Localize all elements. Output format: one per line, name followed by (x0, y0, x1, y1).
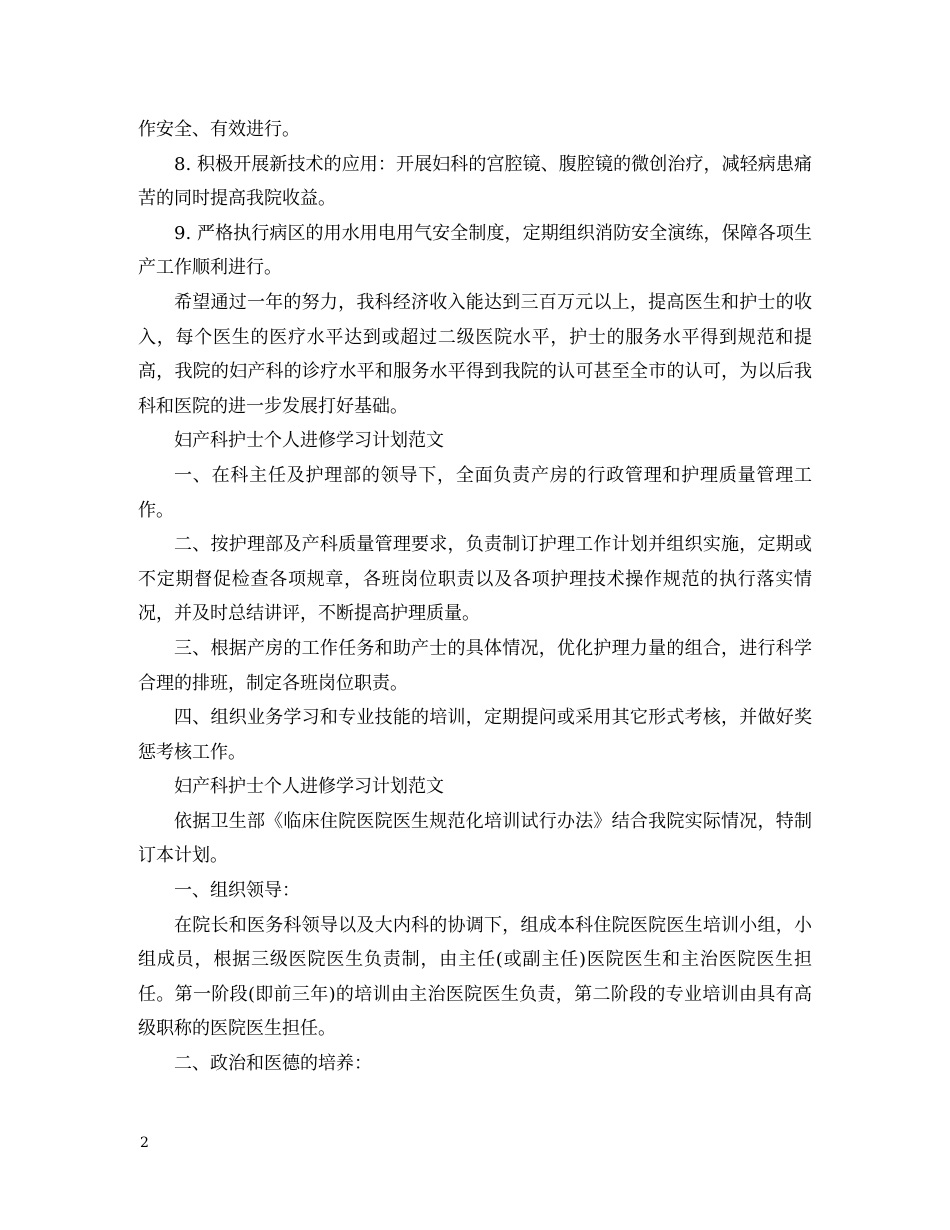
paragraph-goal-summary: 希望通过一年的努力，我科经济收入能达到三百万元以上，提高医生和护士的收入，每个医生的医疗水平达到或超过二级医院水平，护士的服务水平得到规范和提高，我院的妇产科的诊疗水平和服务水平得到我院的认可甚至全市的认可，为以后我科和医院的进一步发展打好基础。 (138, 291, 812, 417)
paragraph-continuation: 作安全、有效进行。 (138, 119, 300, 140)
subheading-organization: 一、组织领导： (174, 880, 300, 902)
paragraph-organization: 在院长和医务科领导以及大内科的协调下，组成本科住院医院医生培训小组，小组成员，根据三级医院医生负责制，由主任(或副主任)医院医生和主治医院医生担任。第一阶段(即前三年)的培训由主治医院医生负责，第二阶段的专业培训由具有高级职称的医院医生担任。 (138, 914, 812, 1040)
paragraph-basis: 依据卫生部《临床住院医院医生规范化培训试行办法》结合我院实际情况，特制订本计划。 (138, 810, 812, 867)
paragraph-item-9: 9. 严格执行病区的用水用电用气安全制度，定期组织消防安全演练，保障各项生产工作顺利进行。 (138, 222, 812, 279)
paragraph-item-8: 8. 积极开展新技术的应用：开展妇科的宫腔镜、腹腔镜的微创治疗，减轻病患痛苦的同时提高我院收益。 (138, 153, 812, 210)
paragraph-duty-2: 二、按护理部及产科质量管理要求，负责制订护理工作计划并组织实施，定期或不定期督促检查各项规章，各班岗位职责以及各项护理技术操作规范的执行落实情况，并及时总结讲评，不断提高护理质量。 (138, 534, 812, 625)
section-heading-plan-2: 妇产科护士个人进修学习计划范文 (174, 776, 444, 798)
page-number: 2 (140, 1135, 149, 1151)
section-heading-plan-1: 妇产科护士个人进修学习计划范文 (174, 430, 444, 452)
subheading-ethics: 二、政治和医德的培养： (174, 1053, 372, 1075)
paragraph-duty-4: 四、组织业务学习和专业技能的培训，定期提问或采用其它形式考核，并做好奖惩考核工作。 (138, 707, 812, 763)
document-body (138, 113, 812, 1082)
paragraph-duty-3: 三、根据产房的工作任务和助产士的具体情况，优化护理力量的组合，进行科学合理的排班，制定各班岗位职责。 (138, 637, 812, 694)
paragraph-duty-1: 一、在科主任及护理部的领导下，全面负责产房的行政管理和护理质量管理工作。 (138, 464, 812, 521)
